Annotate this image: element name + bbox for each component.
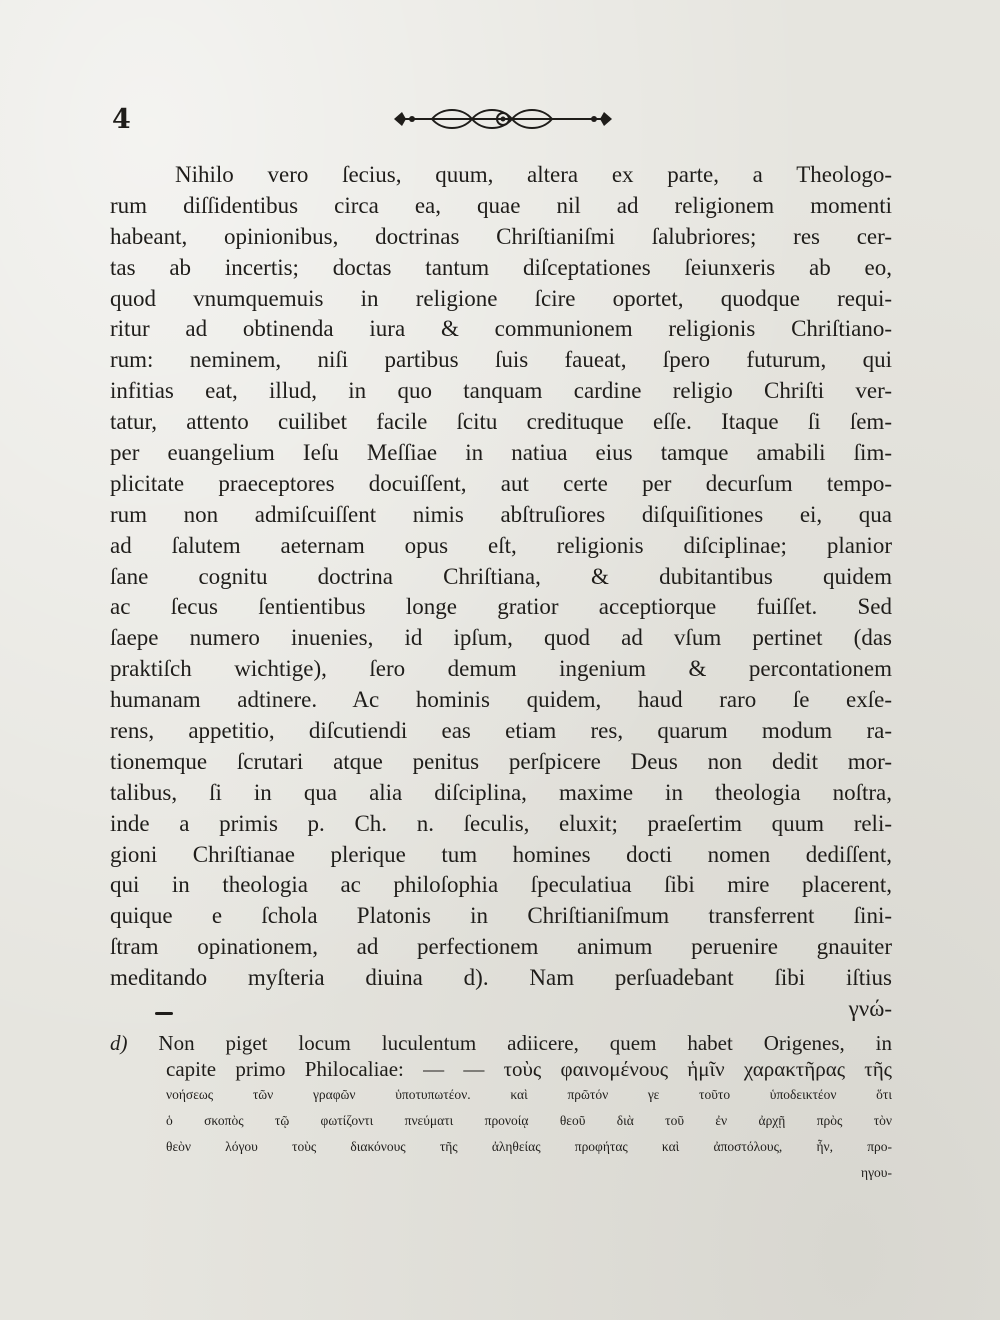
text-line: quod vnumquemuis in religione ſcire oportet, quodque requi- [110,285,892,311]
main-text-block [110,160,892,1025]
footnote-text-line: capite primo Philocaliae: — — τοὺς φαινομένους ἡμῖν χαρακτῆρας τῆς [166,1057,892,1081]
text-line: ac ſecus ſentientibus longe gratior acceptiorque fuiſſet. Sed [110,594,892,620]
text-line: tionemque ſcrutari atque penitus perſpicere Deus non dedit mor- [110,748,892,774]
footnote-text-line: Non piget locum luculentum adiicere, quem habet Origenes, in [158,1031,892,1055]
text-line: rum diſſidentibus circa ea, quae nil ad religionem momenti [110,192,892,218]
text-line: ſtram opinationem, ad perfectionem animum peruenire gnauiter [110,934,892,960]
page-number: 4 [112,104,131,135]
headpiece-ornament-icon [392,104,614,134]
footnote-label: d) [110,1031,128,1055]
text-line: quique e ſchola Platonis in Chriſtianiſmum transferrent ſini- [110,903,892,929]
text-line: meditando myſteria diuina d). Nam perſuadebant ſibi iſtius [110,965,892,991]
text-line: rum non admiſcuiſſent nimis abſtruſiores diſquiſitiones ei, qua [110,501,892,527]
text-line: habeant, opinionibus, doctrinas Chriſtianiſmi ſalubriores; res cer- [110,223,892,249]
text-line: tas ab incertis; doctas tantum diſceptationes ſeiunxeris ab eo, [110,254,892,280]
text-line: qui in theologia ac philoſophia ſpeculatiua ſibi mire placerent, [110,872,892,898]
footnote [110,1030,892,1186]
text-line: ad ſalutem aeternam opus eſt, religionis diſciplinae; planior [110,532,892,558]
text-line: ſaepe numero inuenies, id ipſum, quod ad vſum pertinet (das [110,625,892,651]
text-line: inde a primis p. Ch. n. ſeculis, eluxit; praeſertim quum reli- [110,810,892,836]
footnote-first-line [110,1030,892,1056]
text-line: Nihilo vero ſecius, quum, altera ex parte, a Theologo- [175,162,892,187]
footnote-greek-line: νοήσεως τῶν γραφῶν ὑποτυπωτέον. καὶ πρῶτόν γε τοῦτο ὑποδεικτέον ὅτι [166,1087,892,1102]
footnote-catchword: ηγου- [861,1165,892,1180]
text-line: per euangelium Ieſu Meſſiae in natiua eius tamque amabili ſim- [110,440,892,466]
footnote-greek-line: ὁ σκοπὸς τῷ φωτίζοντι πνεύματι προνοίᾳ θεοῦ διὰ τοῦ ἐν ἀρχῇ πρὸς τὸν [166,1113,892,1128]
footnote-rule [155,1012,173,1015]
text-line: infitias eat, illud, in quo tanquam cardine religio Chriſti ver- [110,378,892,404]
footnote-greek-line: θεὸν λόγου τοὺς διακόνους τῆς ἀληθείας προφήτας καὶ ἀποστόλους, ἦν, προ- [166,1139,892,1154]
text-line: ritur ad obtinenda iura & communionem religionis Chriſtiano- [110,316,892,342]
text-line: praktiſch wichtige), ſero demum ingenium & percontationem [110,656,892,682]
text-line: rum: neminem, niſi partibus ſuis faueat, ſpero futurum, qui [110,347,892,373]
text-line: talibus, ſi in qua alia diſciplina, maxime in theologia noſtra, [110,779,892,805]
text-line: tatur, attento cuilibet facile ſcitu credituque eſſe. Itaque ſi ſem- [110,409,892,435]
text-line: humanam adtinere. Ac hominis quidem, haud raro ſe exſe- [110,687,892,713]
text-line: ſane cognitu doctrina Chriſtiana, & dubitantibus quidem [110,563,892,589]
text-line: rens, appetitio, diſcutiendi eas etiam res, quarum modum ra- [110,718,892,744]
text-line: plicitate praeceptores docuiſſent, aut certe per decurſum tempo- [110,470,892,496]
catchword: γνώ- [848,996,892,1022]
text-line: gioni Chriſtianae plerique tum homines docti nomen dediſſent, [110,841,892,867]
